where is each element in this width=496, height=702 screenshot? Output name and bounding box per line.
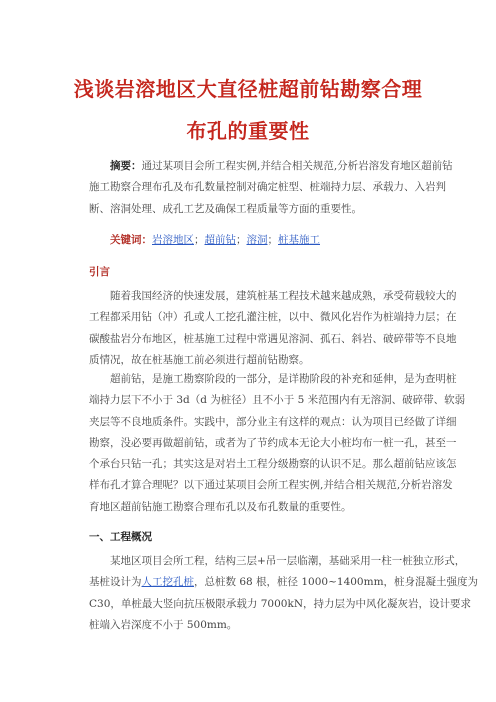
paragraph-2 bbox=[89, 369, 466, 518]
para2-line-7: 育地区超前钻施工勘察合理布孔以及布孔数量的重要性。 bbox=[89, 500, 352, 513]
section1-line-2 bbox=[89, 572, 479, 593]
intro-line-3: 碳酸盐岩分布地区，桩基施工过程中常遇见溶洞、孤石、斜岩、破碎带等不良地 bbox=[89, 332, 457, 345]
keyword-link-4[interactable]: 桩基施工 bbox=[278, 234, 320, 246]
intro-line-1: 随着我国经济的快速发展，建筑桩基工程技术越来越成熟，承受荷载较大的 bbox=[110, 290, 457, 302]
keywords-paragraph bbox=[89, 230, 429, 251]
para2-line-6: 样布孔才算合理呢？以下通过某项目会所工程实例,并结合相关规范,分析岩溶发 bbox=[89, 479, 453, 492]
keyword-separator-1: ； bbox=[194, 234, 205, 246]
keyword-separator-3: ； bbox=[267, 234, 278, 246]
keywords-label: 关键词： bbox=[110, 234, 152, 246]
para2-line-1: 超前钻，是施工勘察阶段的一部分，是详勘阶段的补充和延伸，是为查明桩 bbox=[110, 373, 457, 385]
intro-line-4: 质情况，故在桩基施工前必须进行超前钻勘察。 bbox=[89, 353, 310, 366]
abstract-line-2: 施工勘察合理布孔及布孔数量控制对确定桩型、桩端持力层、承载力、入岩判 bbox=[89, 181, 446, 194]
section1-line-4: 桩端入岩深度不小于 500mm。 bbox=[89, 618, 238, 631]
section-1-paragraph bbox=[89, 551, 479, 636]
intro-line-2: 工程都采用钻（冲）孔或人工挖孔灌注桩，以中、微风化岩作为桩端持力层；在 bbox=[89, 311, 457, 324]
keywords-line bbox=[89, 230, 429, 251]
abstract-line-1 bbox=[89, 156, 453, 177]
section1-line-2-pre: 基桩设计为 bbox=[89, 576, 142, 589]
section1-line-1: 某地区项目会所工程，结构三层+吊一层临潮，基础采用一柱一桩独立形式， bbox=[110, 555, 466, 567]
keyword-link-2[interactable]: 超前钻 bbox=[204, 234, 236, 246]
keyword-link-3[interactable]: 溶洞 bbox=[246, 234, 268, 246]
keyword-link-1[interactable]: 岩溶地区 bbox=[152, 234, 194, 246]
para2-line-3: 夹层等不良地质条件。实践中，部分业主有这样的观点：认为项目已经做了详细 bbox=[89, 415, 457, 428]
document-title-line-1: 浅谈岩溶地区大直径桩超前钻勘察合理 bbox=[73, 77, 423, 101]
section-1-heading: 一、工程概况 bbox=[89, 531, 152, 543]
keyword-separator-2: ； bbox=[236, 234, 247, 246]
intro-paragraph bbox=[89, 286, 457, 371]
abstract-label: 摘要： bbox=[110, 160, 142, 172]
para2-line-4: 勘察，没必要再做超前钻，或者为了节约成本无论大小桩均布一桩一孔，甚至一 bbox=[89, 436, 457, 449]
abstract-text-1: 通过某项目会所工程实例,并结合相关规范,分析岩溶发育地区超前钻 bbox=[141, 160, 453, 172]
intro-heading: 引言 bbox=[89, 266, 110, 278]
para2-line-2: 端持力层下不小于 3d（d 为桩径）且不小于 5 米范围内有无溶洞、破碎带、软弱 bbox=[89, 394, 466, 407]
abstract-line-3: 断、溶洞处理、成孔工艺及确保工程质量等方面的重要性。 bbox=[89, 202, 362, 215]
para2-line-5: 个承台只钻一孔；其实这是对岩土工程分级勘察的认识不足。那么超前钻应该怎 bbox=[89, 458, 457, 471]
manual-dug-pile-link[interactable]: 人工挖孔桩 bbox=[141, 576, 194, 589]
document-title-line-2: 布孔的重要性 bbox=[186, 119, 310, 143]
section1-line-3: C30，单桩最大竖向抗压极限承载力 7000kN，持力层为中风化凝灰岩，设计要求 bbox=[89, 597, 472, 610]
abstract-paragraph bbox=[89, 156, 453, 220]
section1-line-2-post: ，总桩数 68 根，桩径 1000~1400mm，桩身混凝土强度为 bbox=[194, 576, 479, 589]
